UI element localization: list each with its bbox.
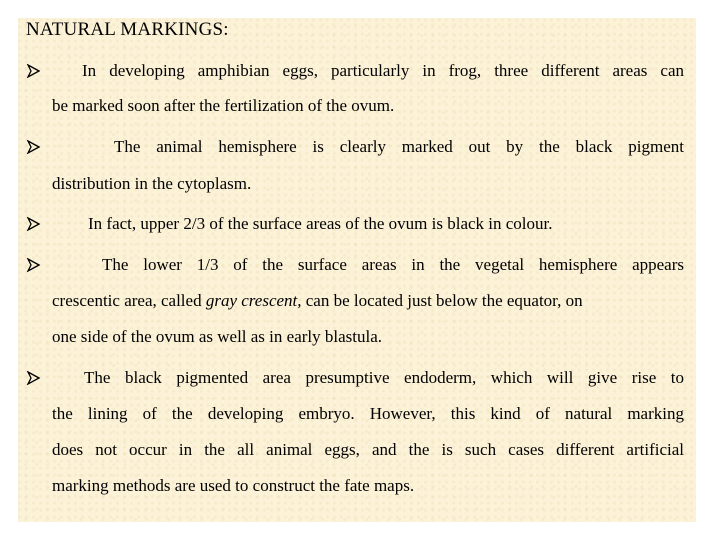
bullet-5-line-2: the lining of the developing embryo. However, this kind of natural marking [52,404,684,423]
bullet-4-line-2-end: can be located just below the equator, on [301,291,583,310]
arrow-bullet-icon [26,258,40,272]
bullet-4-line-1: The lower 1/3 of the surface areas in the vegetal hemisphere appears [102,255,684,274]
bullet-2-line-2: distribution in the cytoplasm. [52,174,252,193]
bullet-4-line-2-start: crescentic area, called [52,291,206,310]
arrow-bullet-icon [26,217,40,231]
bullet-3-line-1: In fact, upper 2/3 of the surface areas of the ovum is black in colour. [88,214,553,233]
bullet-4-line-2 [52,291,583,311]
arrow-bullet-icon [26,371,40,385]
arrow-bullet-icon [26,140,40,154]
bullet-1-line-1: In developing amphibian eggs, particularly in frog, three different areas can [82,61,684,80]
bullet-4-line-3: one side of the ovum as well as in early blastula. [52,327,382,346]
slide-title: NATURAL MARKINGS: [26,19,229,40]
gray-crescent-term: gray crescent, [205,291,302,310]
arrow-bullet-icon [26,64,40,78]
bullet-5-line-4: marking methods are used to construct the fate maps. [52,476,415,495]
bullet-1-line-2: be marked soon after the fertilization of the ovum. [52,96,395,115]
bullet-5-line-3: does not occur in the all animal eggs, and the is such cases different artificial [52,440,684,459]
bullet-5-line-1: The black pigmented area presumptive endoderm, which will give rise to [84,368,684,387]
bullet-2-line-1: The animal hemisphere is clearly marked out by the black pigment [114,137,684,156]
